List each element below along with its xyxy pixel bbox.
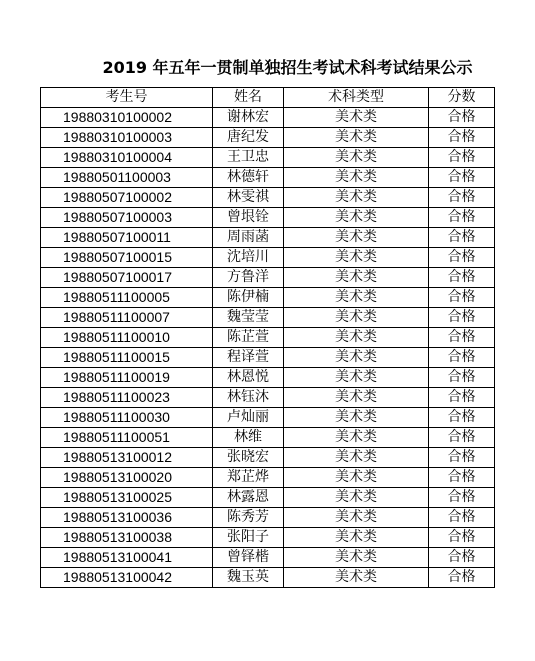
cell-subject-type: 美术类: [284, 388, 429, 408]
table-row: [41, 128, 495, 148]
cell-subject-type: 美术类: [284, 288, 429, 308]
cell-exam-number: 19880511100010: [41, 328, 213, 348]
cell-name: 唐纪发: [213, 128, 284, 148]
cell-score: 合格: [429, 488, 495, 508]
cell-subject-type: 美术类: [284, 268, 429, 288]
cell-score: 合格: [429, 428, 495, 448]
cell-score: 合格: [429, 568, 495, 588]
cell-score: 合格: [429, 268, 495, 288]
cell-subject-type: 美术类: [284, 508, 429, 528]
results-table: [40, 87, 495, 588]
cell-name: 沈培川: [213, 248, 284, 268]
cell-subject-type: 美术类: [284, 208, 429, 228]
cell-subject-type: 美术类: [284, 568, 429, 588]
cell-name: 林维: [213, 428, 284, 448]
cell-name: 程译萱: [213, 348, 284, 368]
table-row: [41, 508, 495, 528]
cell-name: 曾垠铨: [213, 208, 284, 228]
table-row: [41, 328, 495, 348]
cell-subject-type: 美术类: [284, 108, 429, 128]
cell-score: 合格: [429, 148, 495, 168]
table-row: [41, 388, 495, 408]
table-row: [41, 368, 495, 388]
table-row: [41, 168, 495, 188]
cell-score: 合格: [429, 368, 495, 388]
cell-subject-type: 美术类: [284, 448, 429, 468]
table-row: [41, 208, 495, 228]
cell-score: 合格: [429, 388, 495, 408]
cell-name: 林露恩: [213, 488, 284, 508]
cell-subject-type: 美术类: [284, 468, 429, 488]
cell-name: 陈芷萱: [213, 328, 284, 348]
cell-subject-type: 美术类: [284, 228, 429, 248]
table-row: [41, 348, 495, 368]
cell-exam-number: 19880507100003: [41, 208, 213, 228]
cell-exam-number: 19880507100015: [41, 248, 213, 268]
cell-exam-number: 19880511100023: [41, 388, 213, 408]
cell-score: 合格: [429, 468, 495, 488]
cell-subject-type: 美术类: [284, 328, 429, 348]
table-row: [41, 228, 495, 248]
table-row: [41, 528, 495, 548]
cell-exam-number: 19880513100042: [41, 568, 213, 588]
cell-subject-type: 美术类: [284, 488, 429, 508]
cell-score: 合格: [429, 188, 495, 208]
cell-name: 陈秀芳: [213, 508, 284, 528]
cell-name: 卢灿丽: [213, 408, 284, 428]
cell-name: 郑芷烨: [213, 468, 284, 488]
cell-name: 周雨菡: [213, 228, 284, 248]
cell-subject-type: 美术类: [284, 248, 429, 268]
table-row: [41, 448, 495, 468]
cell-name: 张阳子: [213, 528, 284, 548]
table-header-row: [41, 88, 495, 108]
cell-exam-number: 19880511100007: [41, 308, 213, 328]
cell-exam-number: 19880511100005: [41, 288, 213, 308]
cell-exam-number: 19880513100025: [41, 488, 213, 508]
cell-score: 合格: [429, 308, 495, 328]
cell-score: 合格: [429, 348, 495, 368]
cell-score: 合格: [429, 208, 495, 228]
cell-subject-type: 美术类: [284, 408, 429, 428]
table-row: [41, 108, 495, 128]
header-exam-number: 考生号: [41, 88, 213, 108]
table-row: [41, 468, 495, 488]
table-row: [41, 308, 495, 328]
cell-score: 合格: [429, 228, 495, 248]
cell-score: 合格: [429, 288, 495, 308]
cell-score: 合格: [429, 328, 495, 348]
cell-name: 魏莹莹: [213, 308, 284, 328]
cell-name: 林钰沐: [213, 388, 284, 408]
table-row: [41, 428, 495, 448]
cell-score: 合格: [429, 448, 495, 468]
table-row: [41, 488, 495, 508]
cell-score: 合格: [429, 128, 495, 148]
page-title: 2019 年五年一贯制单独招生考试术科考试结果公示: [102, 58, 473, 77]
cell-exam-number: 19880513100012: [41, 448, 213, 468]
cell-exam-number: 19880310100003: [41, 128, 213, 148]
cell-exam-number: 19880501100003: [41, 168, 213, 188]
cell-score: 合格: [429, 528, 495, 548]
cell-exam-number: 19880513100036: [41, 508, 213, 528]
cell-exam-number: 19880513100038: [41, 528, 213, 548]
cell-exam-number: 19880507100017: [41, 268, 213, 288]
cell-exam-number: 19880511100030: [41, 408, 213, 428]
cell-score: 合格: [429, 108, 495, 128]
cell-subject-type: 美术类: [284, 188, 429, 208]
cell-exam-number: 19880511100015: [41, 348, 213, 368]
table-row: [41, 408, 495, 428]
header-name: 姓名: [213, 88, 284, 108]
table-row: [41, 288, 495, 308]
table-row: [41, 248, 495, 268]
cell-exam-number: 19880507100011: [41, 228, 213, 248]
header-score: 分数: [429, 88, 495, 108]
cell-name: 林雯祺: [213, 188, 284, 208]
table-row: [41, 548, 495, 568]
cell-subject-type: 美术类: [284, 348, 429, 368]
table-row: [41, 568, 495, 588]
cell-name: 王卫忠: [213, 148, 284, 168]
cell-exam-number: 19880511100019: [41, 368, 213, 388]
cell-name: 方鲁洋: [213, 268, 284, 288]
header-subject-type: 术科类型: [284, 88, 429, 108]
cell-exam-number: 19880513100041: [41, 548, 213, 568]
cell-score: 合格: [429, 168, 495, 188]
cell-name: 林德轩: [213, 168, 284, 188]
cell-exam-number: 19880310100004: [41, 148, 213, 168]
cell-subject-type: 美术类: [284, 548, 429, 568]
cell-subject-type: 美术类: [284, 148, 429, 168]
cell-score: 合格: [429, 508, 495, 528]
cell-score: 合格: [429, 548, 495, 568]
cell-name: 陈伊楠: [213, 288, 284, 308]
table-row: [41, 268, 495, 288]
cell-exam-number: 19880310100002: [41, 108, 213, 128]
cell-subject-type: 美术类: [284, 128, 429, 148]
cell-score: 合格: [429, 408, 495, 428]
cell-exam-number: 19880513100020: [41, 468, 213, 488]
cell-name: 谢林宏: [213, 108, 284, 128]
cell-name: 张晓宏: [213, 448, 284, 468]
table-row: [41, 188, 495, 208]
cell-name: 魏玉英: [213, 568, 284, 588]
table-body: [41, 108, 495, 588]
cell-subject-type: 美术类: [284, 528, 429, 548]
cell-subject-type: 美术类: [284, 308, 429, 328]
cell-subject-type: 美术类: [284, 168, 429, 188]
cell-exam-number: 19880507100002: [41, 188, 213, 208]
cell-exam-number: 19880511100051: [41, 428, 213, 448]
cell-subject-type: 美术类: [284, 368, 429, 388]
cell-name: 曾铎楷: [213, 548, 284, 568]
table-row: [41, 148, 495, 168]
cell-name: 林恩悦: [213, 368, 284, 388]
cell-score: 合格: [429, 248, 495, 268]
cell-subject-type: 美术类: [284, 428, 429, 448]
